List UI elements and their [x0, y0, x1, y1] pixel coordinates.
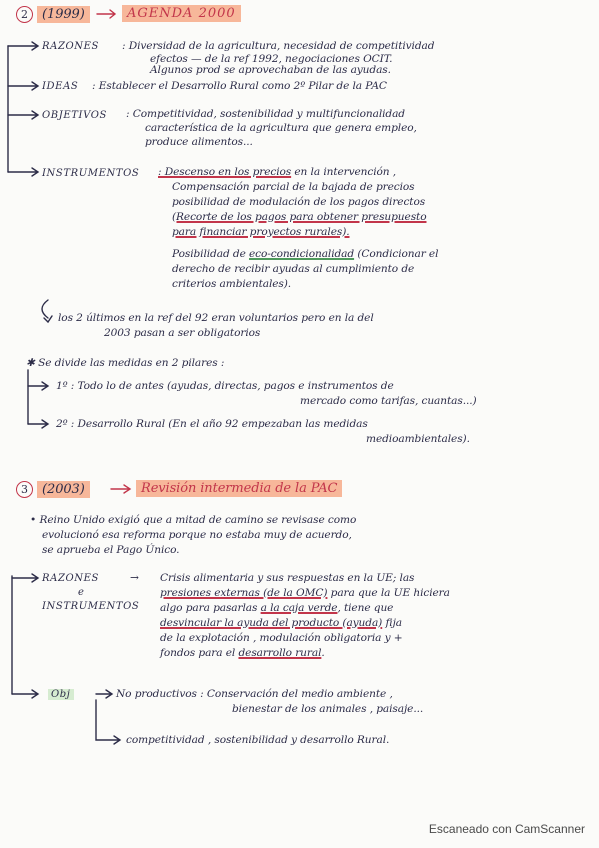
section2-title: Revisión intermedia de la PAC [136, 480, 342, 497]
arrow-pilar-2 [28, 420, 48, 428]
arrow-ideas-1 [8, 82, 38, 90]
ideas-text: : Establecer el Desarrollo Rural como 2º Pilar de la PAC [92, 80, 387, 92]
razones-line2: efectos — de la ref 1992, negociaciones OCIT. [150, 53, 393, 65]
razones-line1: : Diversidad de la agricultura, necesidad de competitividad [122, 40, 435, 52]
objetivos-line3: produce alimentos... [145, 136, 253, 148]
razones2-line2 [160, 587, 450, 600]
obj-line1: No productivos : Conservación del medio ambiente , [116, 688, 393, 700]
section2-header [16, 481, 90, 498]
instrumentos-line1-rest: en la intervención , [291, 166, 397, 178]
instrumentos-line1-underlined: : Descenso en los precios [158, 166, 292, 178]
camscanner-footer: Escaneado con CamScanner [428, 822, 585, 836]
instrumentos-label: INSTRUMENTOS [42, 168, 140, 179]
instrumentos-line6-eco: eco-condicionalidad [249, 248, 355, 260]
razones2-line6-c: . [321, 647, 325, 659]
section1-title-wrap [122, 6, 241, 22]
ideas-label: IDEAS [42, 81, 79, 92]
razones2-label-e: e [78, 587, 85, 598]
pilar2-line2: medioambientales). [366, 433, 470, 445]
arrow-razones-2 [12, 574, 38, 582]
razones2-line1: Crisis alimentaria y sus respuestas en la UE; las [160, 572, 415, 584]
pilar1-line2: mercado como tarifas, cuantas...) [300, 395, 477, 407]
pilar2-line1: 2º : Desarrollo Rural (En el año 92 empezaban las medidas [56, 418, 368, 430]
bullet-icon: • [30, 514, 37, 526]
arrow-right-icon: → [130, 572, 139, 584]
arrow-obj-2 [12, 690, 38, 698]
intro-line1 [30, 514, 356, 527]
instrumentos-line6-a: Posibilidad de [172, 248, 250, 260]
note-line1: los 2 últimos en la ref del 92 eran voluntarios pero en la del [58, 312, 374, 324]
pilares-intro [26, 357, 224, 370]
arrow-pilar-1 [28, 382, 48, 390]
razones2-line3-c: , tiene que [337, 602, 394, 614]
razones2-line6 [160, 647, 325, 660]
razones2-line3-a: algo para pasarlas [160, 602, 261, 614]
intro-line2: evolucionó esa reforma porque no estaba muy de acuerdo, [42, 529, 352, 541]
razones2-line4-rest: fija [382, 617, 402, 629]
razones2-line3-b: a la caja verde [260, 602, 338, 614]
pilar1-line1: 1º : Todo lo de antes (ayudas, directas, pagos e instrumentos de [56, 380, 394, 392]
arrow-obj-noprod [96, 690, 112, 698]
objetivos-line1: : Competitividad, sostenibilidad y multifuncionalidad [126, 108, 405, 120]
razones2-line5: de la explotación , modulación obligatoria y + [160, 632, 403, 644]
instrumentos-line4: (Recorte de los pagos para obtener presupuesto [172, 211, 427, 223]
instrumentos-line6-c: (Condicionar el [354, 248, 439, 260]
instrumentos-line6 [172, 248, 438, 261]
obj-line3: competitividad , sostenibilidad y desarrollo Rural. [126, 734, 390, 746]
razones2-line4 [160, 617, 402, 630]
arrow-objetivos-1 [8, 111, 38, 119]
section1-year: (1999) [37, 6, 90, 23]
instrumentos-line8: criterios ambientales). [172, 278, 292, 290]
objetivos-line2: característica de la agricultura que genera empleo, [145, 122, 417, 134]
obj-label-wrap [48, 688, 74, 701]
razones2-line2-rest: para que la UE hiciera [327, 587, 450, 599]
arrow-obj-comp [96, 700, 120, 744]
arrow-razones-1 [8, 42, 38, 50]
note-line2: 2003 pasan a ser obligatorios [104, 327, 261, 339]
section2-year: (2003) [37, 481, 90, 498]
intro-line1-text: Reino Unido exigió que a mitad de camino se revisase como [39, 514, 357, 526]
razones2-line6-a: fondos para el [160, 647, 239, 659]
pilares-intro-text: Se divide las medidas en 2 pilares : [38, 357, 225, 369]
arrow-note [42, 300, 52, 322]
section1-header [16, 6, 90, 23]
razones2-line2-underlined: presiones externas (de la OMC) [160, 587, 328, 599]
razones2-arrow [130, 572, 139, 585]
razones2-label: RAZONES [42, 573, 99, 584]
instrumentos-line5: para financiar proyectos rurales). [172, 226, 350, 238]
instrumentos-line2: Compensación parcial de la bajada de precios [172, 181, 415, 193]
objetivos-label: OBJETIVOS [42, 110, 107, 121]
arrow-instrumentos-1 [8, 168, 38, 176]
instrumentos-line1 [158, 166, 396, 179]
razones2-line6-b: desarrollo rural [238, 647, 322, 659]
razones-line3: Algunos prod se aprovechaban de las ayudas. [150, 64, 391, 76]
razones2-label-instrumentos: INSTRUMENTOS [42, 601, 140, 612]
intro-line3: se aprueba el Pago Único. [42, 544, 180, 556]
razones2-line4-underlined: desvincular la ayuda del producto (ayuda) [160, 617, 383, 629]
section2-number: 3 [16, 481, 33, 498]
section1-number: 2 [16, 6, 33, 23]
instrumentos-line7: derecho de recibir ayudas al cumplimiento de [172, 263, 415, 275]
obj-line2: bienestar de los animales , paisaje... [232, 703, 424, 715]
razones2-line3 [160, 602, 393, 615]
section2-title-wrap [136, 481, 342, 497]
razones-label: RAZONES [42, 41, 99, 52]
section1-title: AGENDA 2000 [122, 5, 241, 22]
obj-label: Obj [48, 689, 74, 700]
instrumentos-line3: posibilidad de modulación de los pagos directos [172, 196, 426, 208]
star-icon: ✱ [26, 357, 35, 369]
